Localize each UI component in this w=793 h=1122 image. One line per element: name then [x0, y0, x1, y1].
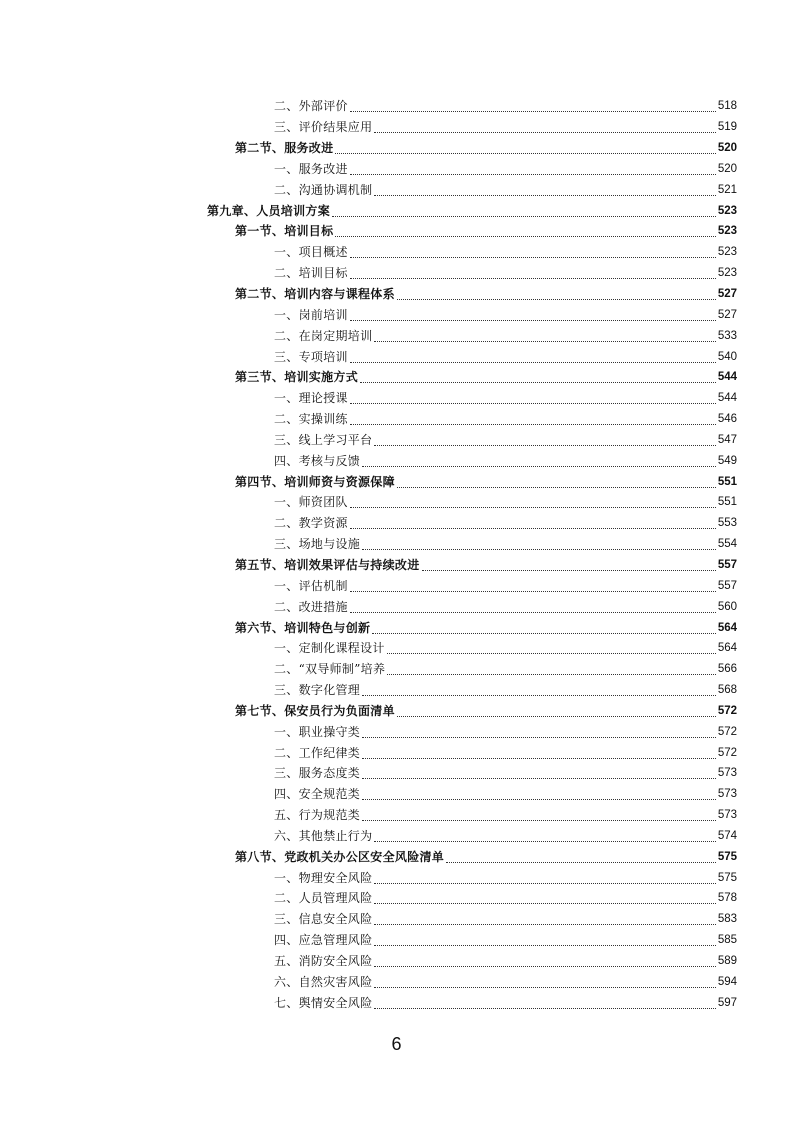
- toc-entry-page-number: 597: [717, 996, 737, 1009]
- toc-entry-title: 一、物理安全风险: [274, 870, 373, 885]
- toc-entry-page-number: 521: [717, 183, 737, 196]
- toc-entry-page-number: 551: [717, 475, 737, 488]
- toc-dot-leader: [362, 548, 716, 550]
- toc-dot-leader: [332, 215, 716, 217]
- toc-section-entry[interactable]: [0, 221, 793, 242]
- toc-entry-title: 二、“双导师制”培养: [274, 662, 386, 677]
- toc-section-entry[interactable]: [0, 284, 793, 305]
- toc-subsection-entry[interactable]: [0, 763, 793, 784]
- toc-section-entry[interactable]: [0, 138, 793, 159]
- toc-dot-leader: [362, 819, 716, 821]
- toc-chapter-entry[interactable]: [0, 200, 793, 221]
- toc-entry-page-number: 568: [717, 684, 737, 697]
- toc-entry-title: 第五节、培训效果评估与持续改进: [235, 557, 420, 572]
- toc-subsection-entry[interactable]: [0, 909, 793, 930]
- toc-subsection-entry[interactable]: [0, 951, 793, 972]
- toc-subsection-entry[interactable]: [0, 96, 793, 117]
- toc-subsection-entry[interactable]: [0, 159, 793, 180]
- toc-dot-leader: [350, 402, 716, 404]
- toc-subsection-entry[interactable]: [0, 805, 793, 826]
- toc-entry-page-number: 594: [717, 975, 737, 988]
- page-number: 6: [391, 1034, 402, 1054]
- toc-subsection-entry[interactable]: [0, 596, 793, 617]
- toc-entry-title: 一、定制化课程设计: [274, 641, 385, 656]
- toc-subsection-entry[interactable]: [0, 721, 793, 742]
- toc-dot-leader: [374, 944, 715, 946]
- toc-dot-leader: [397, 715, 716, 717]
- toc-entry-page-number: 527: [717, 308, 737, 321]
- toc-dot-leader: [360, 381, 716, 383]
- toc-entry-page-number: 564: [717, 642, 737, 655]
- toc-entry-title: 四、安全规范类: [274, 787, 361, 802]
- toc-entry-page-number: 523: [717, 267, 737, 280]
- toc-entry-title: 六、其他禁止行为: [274, 828, 373, 843]
- toc-subsection-entry[interactable]: [0, 826, 793, 847]
- toc-dot-leader: [374, 902, 715, 904]
- toc-dot-leader: [350, 319, 716, 321]
- toc-entry-page-number: 540: [717, 350, 737, 363]
- toc-dot-leader: [374, 131, 715, 133]
- toc-entry-title: 四、考核与反馈: [274, 453, 361, 468]
- toc-dot-leader: [374, 340, 715, 342]
- toc-entry-title: 第二节、服务改进: [235, 141, 334, 156]
- toc-entry-page-number: 573: [717, 809, 737, 822]
- toc-entry-page-number: 575: [717, 871, 737, 884]
- toc-entry-title: 二、外部评价: [274, 99, 348, 114]
- toc-dot-leader: [350, 173, 716, 175]
- toc-entry-title: 第四节、培训师资与资源保障: [235, 474, 395, 489]
- toc-subsection-entry[interactable]: [0, 888, 793, 909]
- toc-entry-title: 第三节、培训实施方式: [235, 370, 359, 385]
- toc-entry-page-number: 533: [717, 329, 737, 342]
- toc-entry-page-number: 585: [717, 934, 737, 947]
- toc-dot-leader: [362, 694, 716, 696]
- toc-entry-page-number: 549: [717, 454, 737, 467]
- toc-entry-page-number: 557: [717, 558, 737, 571]
- toc-dot-leader: [335, 152, 715, 154]
- toc-entry-title: 第一节、培训目标: [235, 224, 334, 239]
- toc-entry-title: 五、消防安全风险: [274, 954, 373, 969]
- toc-entry-page-number: 544: [717, 371, 737, 384]
- toc-entry-title: 二、工作纪律类: [274, 745, 361, 760]
- toc-dot-leader: [446, 861, 716, 863]
- toc-dot-leader: [397, 298, 716, 300]
- toc-dot-leader: [387, 652, 716, 654]
- toc-entry-title: 三、服务态度类: [274, 766, 361, 781]
- toc-entry-title: 第六节、培训特色与创新: [235, 620, 371, 635]
- toc-entry-title: 第八节、党政机关办公区安全风险清单: [235, 849, 445, 864]
- toc-entry-page-number: 557: [717, 579, 737, 592]
- toc-dot-leader: [350, 361, 716, 363]
- toc-entry-page-number: 560: [717, 600, 737, 613]
- toc-entry-title: 一、评估机制: [274, 578, 348, 593]
- toc-subsection-entry[interactable]: [0, 680, 793, 701]
- toc-entry-title: 一、岗前培训: [274, 307, 348, 322]
- toc-subsection-entry[interactable]: [0, 867, 793, 888]
- toc-dot-leader: [362, 736, 716, 738]
- toc-entry-page-number: 544: [717, 392, 737, 405]
- toc-entry-page-number: 519: [717, 121, 737, 134]
- toc-entry-page-number: 520: [717, 162, 737, 175]
- toc-section-entry[interactable]: [0, 471, 793, 492]
- toc-section-entry[interactable]: [0, 555, 793, 576]
- toc-subsection-entry[interactable]: [0, 534, 793, 555]
- toc-entry-page-number: 520: [717, 142, 737, 155]
- toc-entry-page-number: 546: [717, 413, 737, 426]
- toc-subsection-entry[interactable]: [0, 492, 793, 513]
- toc-dot-leader: [350, 110, 716, 112]
- toc-entry-page-number: 566: [717, 663, 737, 676]
- toc-dot-leader: [362, 757, 716, 759]
- toc-dot-leader: [374, 1007, 715, 1009]
- toc-dot-leader: [374, 965, 715, 967]
- table-of-contents: [0, 96, 793, 1013]
- toc-subsection-entry[interactable]: [0, 450, 793, 471]
- toc-subsection-entry[interactable]: [0, 513, 793, 534]
- toc-entry-title: 一、师资团队: [274, 495, 348, 510]
- toc-dot-leader: [374, 882, 715, 884]
- toc-entry-page-number: 518: [717, 100, 737, 113]
- toc-subsection-entry[interactable]: [0, 992, 793, 1013]
- toc-dot-leader: [374, 923, 715, 925]
- toc-entry-page-number: 527: [717, 288, 737, 301]
- toc-entry-page-number: 523: [717, 204, 737, 217]
- toc-entry-page-number: 572: [717, 704, 737, 717]
- toc-entry-title: 三、线上学习平台: [274, 432, 373, 447]
- toc-entry-page-number: 583: [717, 913, 737, 926]
- toc-subsection-entry[interactable]: [0, 784, 793, 805]
- toc-entry-title: 一、服务改进: [274, 161, 348, 176]
- toc-entry-title: 六、自然灾害风险: [274, 974, 373, 989]
- toc-entry-page-number: 578: [717, 892, 737, 905]
- toc-section-entry[interactable]: [0, 846, 793, 867]
- toc-entry-title: 二、改进措施: [274, 599, 348, 614]
- toc-entry-title: 三、数字化管理: [274, 683, 361, 698]
- toc-section-entry[interactable]: [0, 367, 793, 388]
- toc-subsection-entry[interactable]: [0, 388, 793, 409]
- toc-entry-title: 二、实操训练: [274, 412, 348, 427]
- toc-entry-title: 三、场地与设施: [274, 537, 361, 552]
- toc-subsection-entry[interactable]: [0, 304, 793, 325]
- toc-subsection-entry[interactable]: [0, 659, 793, 680]
- toc-entry-page-number: 564: [717, 621, 737, 634]
- toc-dot-leader: [350, 256, 716, 258]
- toc-dot-leader: [374, 986, 715, 988]
- toc-dot-leader: [350, 611, 716, 613]
- toc-dot-leader: [362, 798, 716, 800]
- toc-dot-leader: [362, 465, 716, 467]
- toc-entry-title: 一、项目概述: [274, 245, 348, 260]
- toc-entry-title: 五、行为规范类: [274, 808, 361, 823]
- toc-dot-leader: [372, 632, 716, 634]
- toc-entry-page-number: 573: [717, 788, 737, 801]
- toc-dot-leader: [350, 506, 716, 508]
- toc-entry-page-number: 575: [717, 850, 737, 863]
- toc-dot-leader: [397, 486, 716, 488]
- toc-entry-page-number: 523: [717, 225, 737, 238]
- toc-dot-leader: [374, 194, 715, 196]
- toc-subsection-entry[interactable]: [0, 325, 793, 346]
- toc-entry-page-number: 553: [717, 517, 737, 530]
- toc-entry-title: 二、在岗定期培训: [274, 328, 373, 343]
- toc-entry-title: 第七节、保安员行为负面清单: [235, 703, 395, 718]
- toc-entry-page-number: 572: [717, 725, 737, 738]
- toc-dot-leader: [374, 840, 715, 842]
- toc-dot-leader: [387, 673, 716, 675]
- toc-entry-title: 七、舆情安全风险: [274, 995, 373, 1010]
- toc-entry-page-number: 573: [717, 767, 737, 780]
- toc-entry-title: 三、信息安全风险: [274, 912, 373, 927]
- toc-subsection-entry[interactable]: [0, 242, 793, 263]
- toc-entry-page-number: 589: [717, 955, 737, 968]
- toc-entry-page-number: 574: [717, 829, 737, 842]
- toc-entry-title: 二、人员管理风险: [274, 891, 373, 906]
- toc-entry-title: 三、评价结果应用: [274, 120, 373, 135]
- toc-subsection-entry[interactable]: [0, 638, 793, 659]
- toc-entry-title: 第二节、培训内容与课程体系: [235, 287, 395, 302]
- toc-entry-title: 二、教学资源: [274, 516, 348, 531]
- toc-subsection-entry[interactable]: [0, 971, 793, 992]
- toc-subsection-entry[interactable]: [0, 742, 793, 763]
- toc-subsection-entry[interactable]: [0, 430, 793, 451]
- toc-section-entry[interactable]: [0, 617, 793, 638]
- toc-entry-title: 三、专项培训: [274, 349, 348, 364]
- toc-dot-leader: [350, 527, 716, 529]
- toc-entry-title: 第九章、人员培训方案: [207, 203, 331, 218]
- toc-entry-page-number: 554: [717, 538, 737, 551]
- toc-entry-page-number: 551: [717, 496, 737, 509]
- toc-dot-leader: [374, 444, 715, 446]
- toc-subsection-entry[interactable]: [0, 409, 793, 430]
- toc-entry-title: 四、应急管理风险: [274, 933, 373, 948]
- toc-dot-leader: [350, 423, 716, 425]
- toc-section-entry[interactable]: [0, 700, 793, 721]
- toc-entry-title: 一、理论授课: [274, 391, 348, 406]
- toc-subsection-entry[interactable]: [0, 575, 793, 596]
- toc-entry-page-number: 547: [717, 433, 737, 446]
- toc-dot-leader: [422, 569, 716, 571]
- toc-dot-leader: [362, 777, 716, 779]
- toc-subsection-entry[interactable]: [0, 930, 793, 951]
- toc-subsection-entry[interactable]: [0, 117, 793, 138]
- toc-dot-leader: [350, 277, 716, 279]
- toc-entry-page-number: 523: [717, 246, 737, 259]
- toc-dot-leader: [350, 590, 716, 592]
- toc-subsection-entry[interactable]: [0, 263, 793, 284]
- toc-entry-title: 二、培训目标: [274, 266, 348, 281]
- toc-entry-title: 二、沟通协调机制: [274, 182, 373, 197]
- toc-entry-page-number: 572: [717, 746, 737, 759]
- toc-subsection-entry[interactable]: [0, 346, 793, 367]
- toc-subsection-entry[interactable]: [0, 179, 793, 200]
- toc-entry-title: 一、职业操守类: [274, 724, 361, 739]
- toc-dot-leader: [335, 235, 715, 237]
